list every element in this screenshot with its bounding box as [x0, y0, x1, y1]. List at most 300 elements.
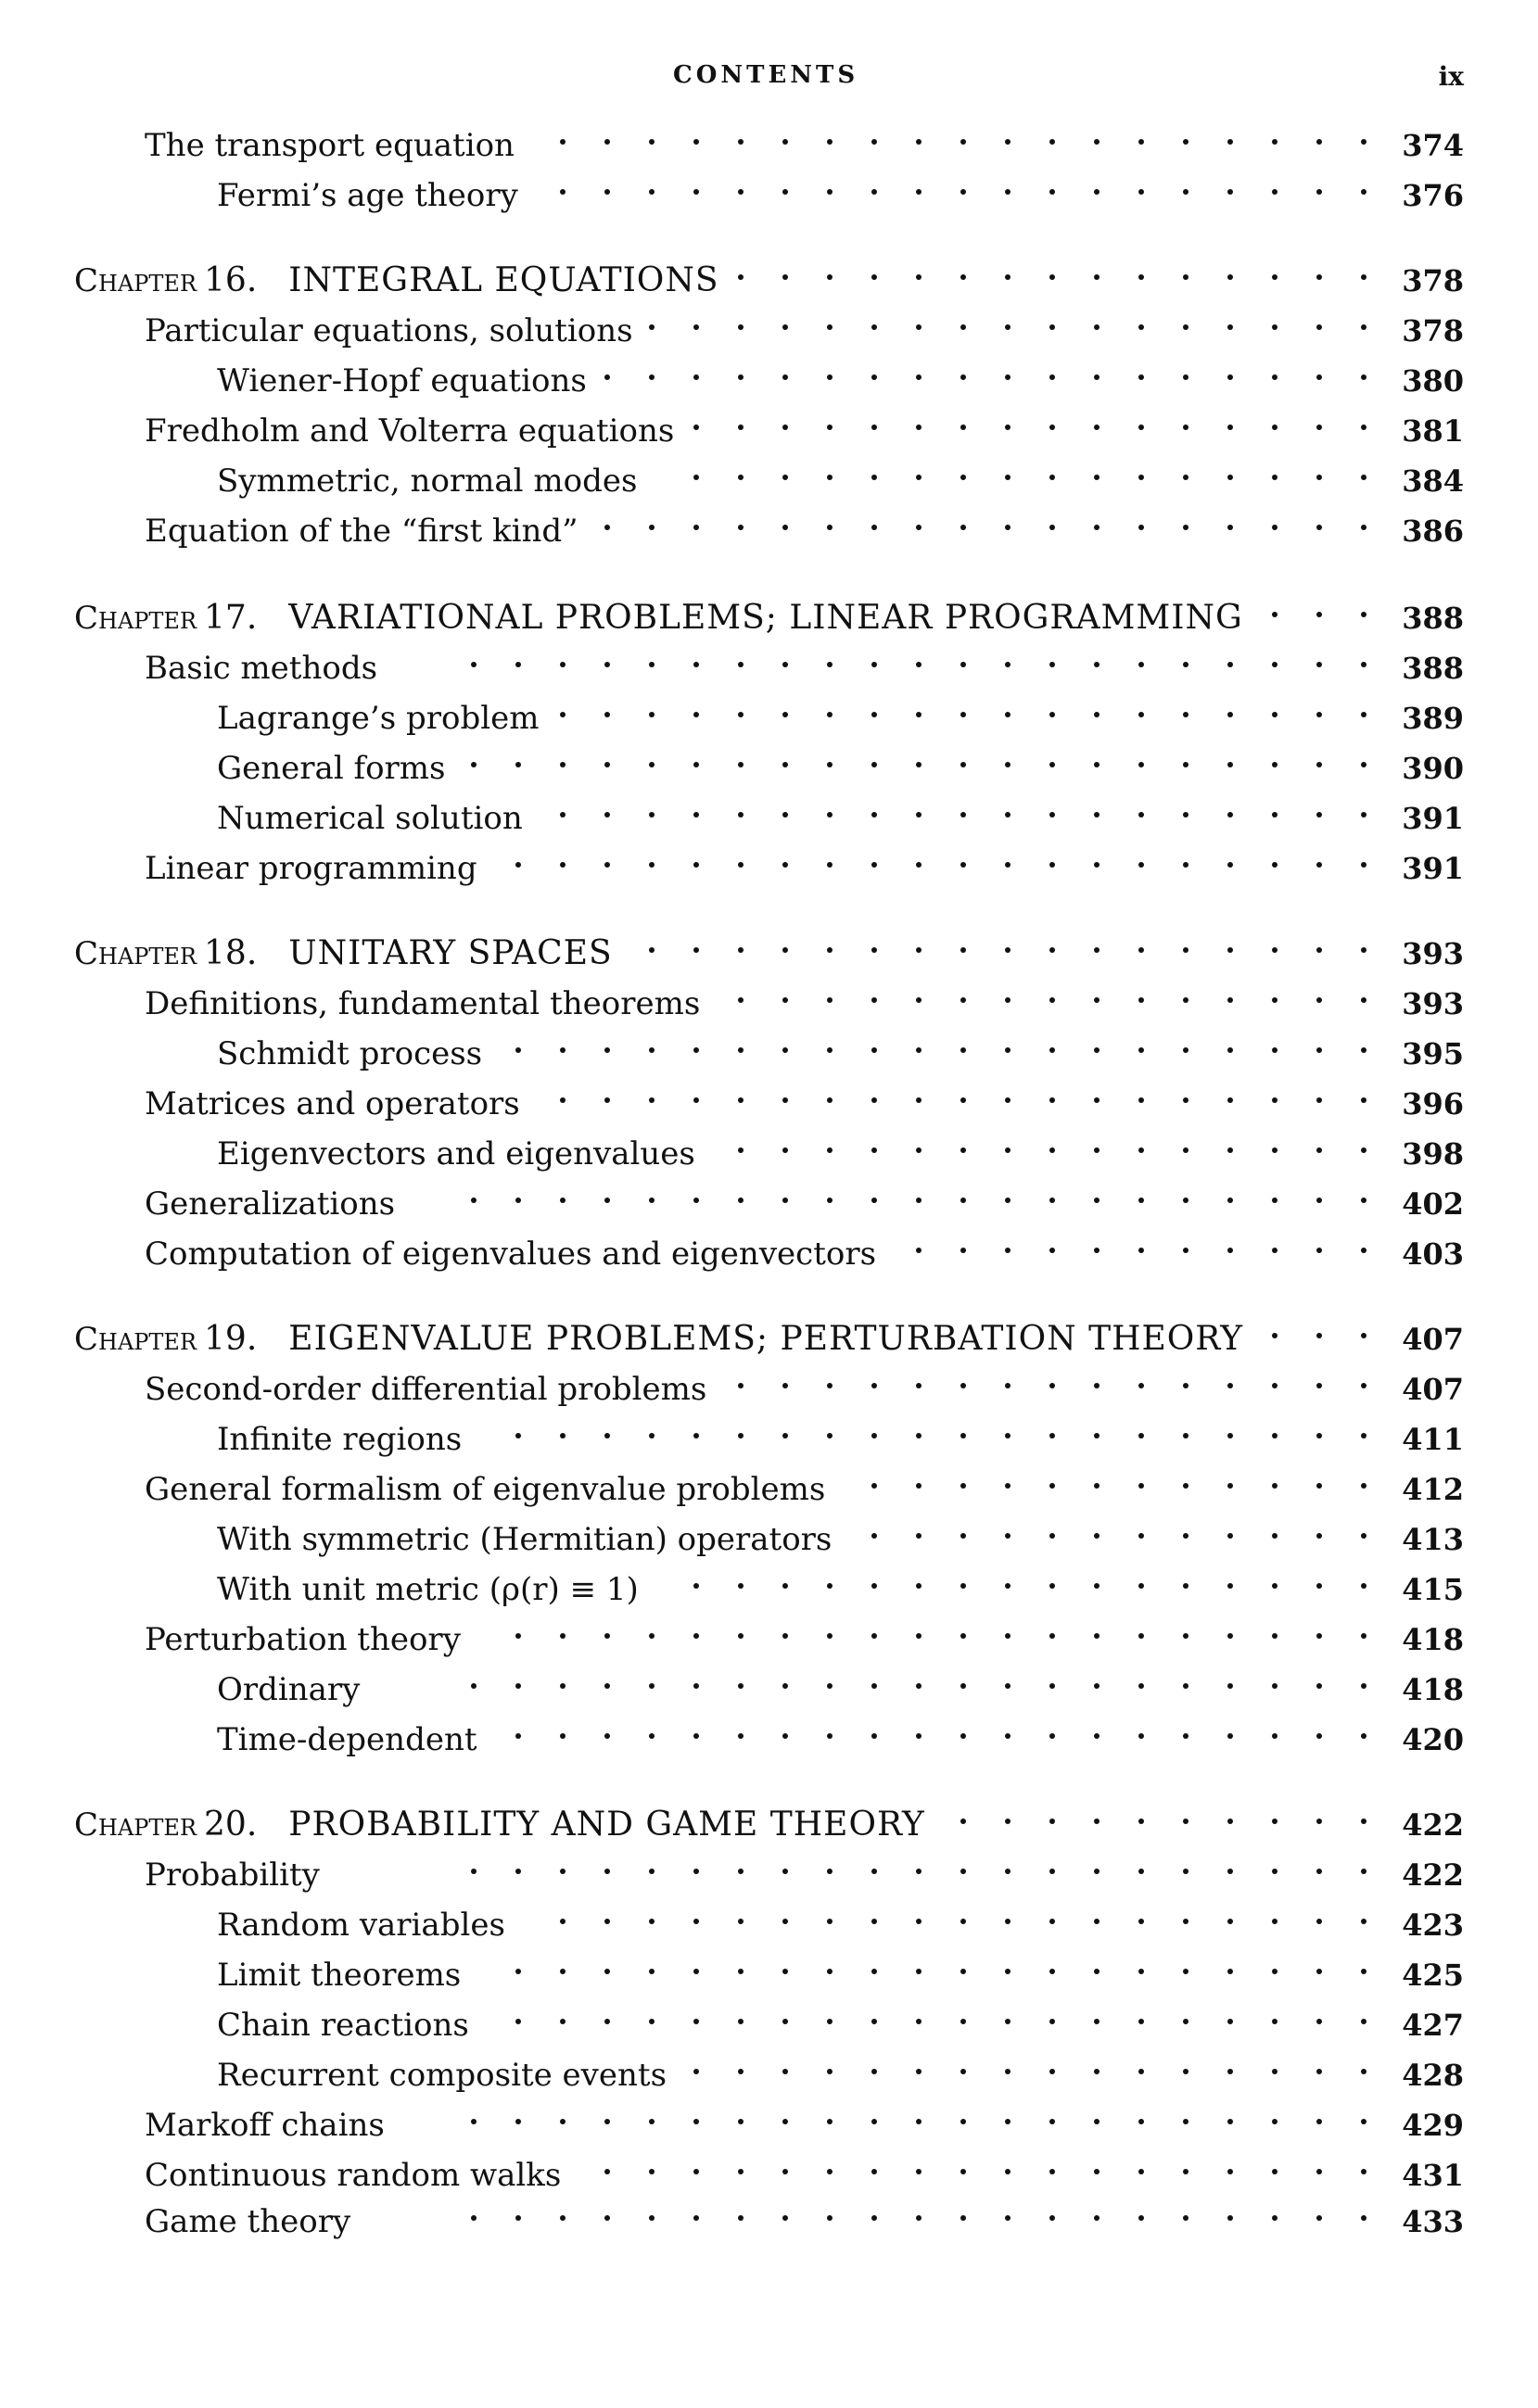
- leader-dot: [1316, 1483, 1322, 1489]
- leader-dot: [693, 1047, 699, 1053]
- leader-dot: [1316, 1198, 1322, 1203]
- leader-dot: [1094, 1147, 1099, 1153]
- toc-entry-line[interactable]: [0, 847, 1538, 890]
- leader-dot: [1183, 1583, 1188, 1589]
- leader-dot: [782, 947, 788, 953]
- leader-dot: [916, 1683, 922, 1689]
- leader-dot: [1049, 1097, 1055, 1103]
- toc-chapter-line[interactable]: [0, 1804, 1538, 1846]
- leader-dot: [1272, 2215, 1277, 2221]
- toc-entry-line[interactable]: [0, 982, 1538, 1025]
- leader-dot: [515, 1198, 521, 1203]
- leader-dot: [693, 712, 699, 717]
- toc-entry-line[interactable]: [0, 1183, 1538, 1225]
- toc-entry-line[interactable]: [0, 797, 1538, 840]
- leader-dot: [916, 2069, 922, 2074]
- leader-dot: [1005, 1683, 1011, 1689]
- leader-dot: [1183, 1047, 1188, 1053]
- toc-entry-line[interactable]: [0, 360, 1538, 402]
- entry-title: Infinite regions: [217, 1421, 463, 1458]
- leader-dot: [827, 862, 833, 868]
- leader-dot: [1272, 1633, 1277, 1639]
- leader-dot: [1005, 1969, 1011, 1974]
- leader-dot: [1361, 712, 1366, 717]
- leader-dot: [871, 189, 877, 195]
- entry-page-number: 381: [1402, 413, 1464, 449]
- leader-dot: [1227, 1919, 1233, 1924]
- leader-dot: [916, 1969, 922, 1974]
- toc-chapter-line[interactable]: [0, 1318, 1538, 1361]
- leader-dot: [916, 662, 922, 667]
- leader-dot: [1049, 1047, 1055, 1053]
- leader-dot: [1227, 1633, 1233, 1639]
- leader-dot: [649, 189, 655, 195]
- leader-dot: [827, 2169, 833, 2174]
- leader-dot: [738, 997, 744, 1003]
- leader-dot: [1049, 762, 1055, 767]
- leader-dot: [871, 1383, 877, 1388]
- leader-dot: [1316, 997, 1322, 1003]
- leader-dot: [1316, 139, 1322, 145]
- leader-dot: [738, 1869, 744, 1874]
- leader-dot: [1227, 1819, 1233, 1824]
- leader-dot: [1005, 374, 1011, 380]
- leader-dot: [960, 1969, 966, 1974]
- leader-dot: [782, 189, 788, 195]
- toc-entry-line[interactable]: [0, 647, 1538, 690]
- leader-dot: [827, 189, 833, 195]
- leader-dot: [782, 2169, 788, 2174]
- leader-dot: [1227, 1147, 1233, 1153]
- leader-dot: [871, 374, 877, 380]
- leader-dot: [693, 1583, 699, 1589]
- entry-page-number: 427: [1402, 2008, 1464, 2043]
- leader-dot: [649, 712, 655, 717]
- leader-dot: [916, 2215, 922, 2221]
- entry-page-number: 393: [1402, 986, 1464, 1021]
- leader-dot: [1316, 612, 1322, 617]
- leader-dot: [827, 1047, 833, 1053]
- leader-dot: [916, 997, 922, 1003]
- leader-dot: [1094, 374, 1099, 380]
- leader-dot: [1361, 2119, 1366, 2124]
- leader-dot: [604, 1683, 610, 1689]
- leader-dot: [471, 1683, 477, 1689]
- toc-entry-line[interactable]: [0, 1518, 1538, 1561]
- leader-dot: [1049, 1869, 1055, 1874]
- toc-entry-line[interactable]: [0, 310, 1538, 352]
- toc-entry-line[interactable]: [0, 747, 1538, 790]
- leader-dot: [871, 2169, 877, 2174]
- leader-dot: [960, 1147, 966, 1153]
- leader-dot: [916, 1633, 922, 1639]
- leader-dot: [1183, 1633, 1188, 1639]
- chapter-title: INTEGRAL EQUATIONS: [288, 261, 719, 299]
- leader-dot: [1272, 1198, 1277, 1203]
- toc-entry-line[interactable]: [0, 2054, 1538, 2097]
- leader-dot: [1094, 1433, 1099, 1438]
- leader-dot: [1183, 1969, 1188, 1974]
- toc-entry-line[interactable]: [0, 1954, 1538, 1996]
- leader-dot: [1227, 1483, 1233, 1489]
- leader-dot: [1272, 139, 1277, 145]
- leader-dot: [782, 1097, 788, 1103]
- leader-dot: [1183, 862, 1188, 868]
- leader-dot: [1005, 1383, 1011, 1388]
- entry-title: Continuous random walks: [145, 2157, 562, 2194]
- leader-dot: [1316, 2019, 1322, 2024]
- toc-entry-line[interactable]: [0, 1418, 1538, 1461]
- leader-dot: [1138, 947, 1144, 953]
- leader-dot: [604, 762, 610, 767]
- leader-dot: [1183, 2119, 1188, 2124]
- leader-dot: [1049, 425, 1055, 430]
- leader-dot: [738, 762, 744, 767]
- chapter-title: VARIATIONAL PROBLEMS; LINEAR PROGRAMMING: [288, 599, 1243, 637]
- leader-dot: [560, 1969, 566, 1974]
- leader-dot: [1361, 1583, 1366, 1589]
- leader-dot: [1227, 762, 1233, 767]
- leader-dot: [1316, 947, 1322, 953]
- leader-dot: [916, 2019, 922, 2024]
- leader-dot: [1183, 1383, 1188, 1388]
- leader-dot: [1049, 1533, 1055, 1539]
- entry-page-number: 398: [1402, 1136, 1464, 1172]
- leader-dot: [1138, 1097, 1144, 1103]
- leader-dot: [1049, 324, 1055, 330]
- leader-dot: [1094, 2019, 1099, 2024]
- leader-dot: [560, 1433, 566, 1438]
- entry-page-number: 428: [1402, 2058, 1464, 2093]
- leader-dot: [1138, 862, 1144, 868]
- leader-dot: [515, 1633, 521, 1639]
- entry-title: With unit metric (ρ(r) ≡ 1): [217, 1571, 639, 1608]
- leader-dot: [960, 475, 966, 480]
- leader-dot: [1005, 812, 1011, 817]
- leader-dot: [960, 762, 966, 767]
- leader-dot: [693, 1969, 699, 1974]
- leader-dot: [916, 189, 922, 195]
- leader-dot: [693, 139, 699, 145]
- leader-dot: [827, 662, 833, 667]
- leader-dot: [693, 1733, 699, 1739]
- leader-dot: [827, 425, 833, 430]
- chapter-number: 19.: [204, 1320, 258, 1358]
- leader-dot: [738, 2019, 744, 2024]
- chapter-heading: [74, 1318, 1243, 1361]
- leader-dot: [1094, 1483, 1099, 1489]
- leader-dot: [1361, 2069, 1366, 2074]
- leader-dot: [1049, 1733, 1055, 1739]
- leader-dot: [871, 1097, 877, 1103]
- entry-title: Second-order differential problems: [145, 1371, 707, 1408]
- entry-title: Eigenvectors and eigenvalues: [217, 1135, 695, 1172]
- leader-dot: [1005, 1047, 1011, 1053]
- toc-entry-line[interactable]: [0, 2104, 1538, 2147]
- leader-dot: [738, 475, 744, 480]
- toc-chapter-line[interactable]: [0, 597, 1538, 640]
- leader-dot: [1005, 1919, 1011, 1924]
- leader-dot: [649, 662, 655, 667]
- leader-dot: [1361, 1869, 1366, 1874]
- leader-dot: [1049, 862, 1055, 868]
- toc-entry-line[interactable]: [0, 1133, 1538, 1175]
- chapter-label: Chapter: [74, 262, 197, 299]
- leader-dot: [515, 1047, 521, 1053]
- leader-dot: [1049, 2169, 1055, 2174]
- leader-dot: [916, 1583, 922, 1589]
- chapter-label: Chapter: [74, 600, 197, 637]
- leader-dot: [1272, 862, 1277, 868]
- entry-page-number: 388: [1402, 651, 1464, 686]
- toc-entry-line[interactable]: [0, 174, 1538, 217]
- leader-dot: [1049, 475, 1055, 480]
- toc-entry-line[interactable]: [0, 697, 1538, 740]
- entry-title: Limit theorems: [217, 1957, 462, 1994]
- leader-dot: [1138, 1433, 1144, 1438]
- entry-page-number: 420: [1402, 1722, 1464, 1757]
- leader-dot: [1183, 1483, 1188, 1489]
- leader-dot: [1094, 662, 1099, 667]
- leader-dot: [1361, 1733, 1366, 1739]
- leader-dot: [1049, 2069, 1055, 2074]
- leader-dot: [1183, 425, 1188, 430]
- leader-dot: [738, 1583, 744, 1589]
- leader-dot: [782, 475, 788, 480]
- leader-dot: [782, 1047, 788, 1053]
- toc-entry-line[interactable]: [0, 1033, 1538, 1075]
- entry-title: Definitions, fundamental theorems: [145, 985, 701, 1022]
- leader-dot: [1227, 374, 1233, 380]
- toc-entry-line[interactable]: [0, 1618, 1538, 1661]
- leader-dot: [916, 2169, 922, 2174]
- leader-dot: [960, 189, 966, 195]
- leader-dot: [515, 2019, 521, 2024]
- leader-dot: [1049, 2119, 1055, 2124]
- leader-dot: [1361, 1819, 1366, 1824]
- leader-dot: [916, 324, 922, 330]
- leader-dot: [960, 425, 966, 430]
- leader-dot: [1316, 1683, 1322, 1689]
- leader-dot: [1138, 274, 1144, 280]
- toc-entry-line[interactable]: [0, 460, 1538, 502]
- toc-entry-line[interactable]: [0, 1568, 1538, 1611]
- leader-dot: [1361, 762, 1366, 767]
- leader-dot: [827, 812, 833, 817]
- entry-page-number: 390: [1402, 751, 1464, 786]
- leader-dot: [1361, 425, 1366, 430]
- leader-dot: [649, 762, 655, 767]
- leader-dot: [1005, 1433, 1011, 1438]
- toc-entry-line[interactable]: [0, 1468, 1538, 1511]
- leader-dot: [1138, 1533, 1144, 1539]
- entry-title: Lagrange’s problem: [217, 700, 540, 737]
- leader-dot: [1227, 1097, 1233, 1103]
- toc-entry-line[interactable]: [0, 410, 1538, 452]
- toc-entry-line[interactable]: [0, 510, 1538, 552]
- leader-dot: [1272, 374, 1277, 380]
- leader-dot: [1361, 862, 1366, 868]
- leader-dot: [604, 139, 610, 145]
- leader-dot: [1316, 2215, 1322, 2221]
- chapter-heading: [74, 1804, 925, 1846]
- chapter-label: Chapter: [74, 1321, 197, 1358]
- leader-dot: [827, 2019, 833, 2024]
- leader-dot: [1138, 662, 1144, 667]
- entry-page-number: 389: [1402, 701, 1464, 736]
- leader-dot: [1272, 1383, 1277, 1388]
- leader-dot: [827, 374, 833, 380]
- leader-dot: [1094, 1683, 1099, 1689]
- toc-entry-line[interactable]: [0, 2154, 1538, 2197]
- leader-dot: [1361, 189, 1366, 195]
- leader-dot: [1227, 712, 1233, 717]
- leader-dot: [871, 947, 877, 953]
- leader-dot: [560, 1633, 566, 1639]
- leader-dot: [1361, 1919, 1366, 1924]
- toc-entry-line[interactable]: [0, 1718, 1538, 1761]
- leader-dot: [1361, 1047, 1366, 1053]
- leader-dot: [693, 1198, 699, 1203]
- chapter-number: 20.: [204, 1806, 258, 1844]
- leader-dot: [560, 1047, 566, 1053]
- leader-dot: [782, 525, 788, 530]
- leader-dot: [1316, 324, 1322, 330]
- leader-dot: [1361, 324, 1366, 330]
- toc-chapter-line[interactable]: [0, 932, 1538, 975]
- leader-dot: [1005, 274, 1011, 280]
- leader-dot: [1094, 1198, 1099, 1203]
- leader-dot: [871, 2019, 877, 2024]
- leader-dot: [1361, 1633, 1366, 1639]
- leader-dot: [1272, 947, 1277, 953]
- leader-dot: [1183, 947, 1188, 953]
- leader-dot: [871, 862, 877, 868]
- leader-dot: [916, 1198, 922, 1203]
- leader-dot: [1272, 1333, 1277, 1338]
- leader-dot: [738, 1147, 744, 1153]
- leader-dot: [1005, 1819, 1011, 1824]
- entry-page-number: 384: [1402, 463, 1464, 499]
- leader-dot: [960, 2215, 966, 2221]
- leader-dot: [1227, 2169, 1233, 2174]
- entry-title: Equation of the “first kind”: [145, 513, 578, 550]
- leader-dot: [827, 1147, 833, 1153]
- leader-dot: [1272, 1819, 1277, 1824]
- leader-dot: [960, 1383, 966, 1388]
- toc-chapter-line[interactable]: [0, 260, 1538, 302]
- leader-dot: [1227, 1869, 1233, 1874]
- leader-dot: [960, 812, 966, 817]
- toc-entry-line[interactable]: [0, 1368, 1538, 1411]
- entry-title: Fredholm and Volterra equations: [145, 412, 675, 450]
- entry-title: Recurrent composite events: [217, 2057, 667, 2094]
- toc-entry-line[interactable]: [0, 1904, 1538, 1946]
- chapter-label: Chapter: [74, 935, 197, 972]
- leader-dot: [960, 712, 966, 717]
- leader-dot: [1049, 1433, 1055, 1438]
- leader-dot: [1138, 1383, 1144, 1388]
- toc-entry-line[interactable]: [0, 2004, 1538, 2047]
- leader-dot: [738, 1633, 744, 1639]
- leader-dot: [738, 139, 744, 145]
- toc-entry-line[interactable]: [0, 1668, 1538, 1711]
- leader-dot: [782, 1969, 788, 1974]
- toc-entry-line[interactable]: [0, 124, 1538, 167]
- leader-dot: [916, 1483, 922, 1489]
- toc-entry-line[interactable]: [0, 1083, 1538, 1125]
- leader-dot: [1094, 1969, 1099, 1974]
- leader-dot: [1049, 2215, 1055, 2221]
- leader-dot: [693, 475, 699, 480]
- leader-dot: [1183, 2215, 1188, 2221]
- leader-dot: [827, 1198, 833, 1203]
- entry-page-number: 407: [1402, 1372, 1464, 1407]
- leader-dot: [782, 712, 788, 717]
- entry-title: Linear programming: [145, 850, 477, 887]
- leader-dot: [1227, 812, 1233, 817]
- leader-dot: [604, 2119, 610, 2124]
- leader-dot: [871, 662, 877, 667]
- leader-dot: [782, 324, 788, 330]
- page-number: ix: [1438, 61, 1464, 92]
- entry-title: Generalizations: [145, 1185, 396, 1223]
- leader-dot: [871, 1583, 877, 1589]
- leader-dot: [1316, 1047, 1322, 1053]
- leader-dot: [560, 1919, 566, 1924]
- chapter-heading: [74, 932, 613, 975]
- leader-dot: [649, 862, 655, 868]
- toc-entry-line[interactable]: [0, 1854, 1538, 1896]
- leader-dot: [1094, 812, 1099, 817]
- leader-dot: [649, 2215, 655, 2221]
- leader-dot: [871, 475, 877, 480]
- toc-entry-line[interactable]: [0, 1233, 1538, 1275]
- leader-dot: [738, 1097, 744, 1103]
- leader-dot: [1049, 2019, 1055, 2024]
- leader-dot: [738, 1383, 744, 1388]
- leader-dot: [1272, 1683, 1277, 1689]
- leader-dot: [693, 1869, 699, 1874]
- leader-dot: [871, 525, 877, 530]
- leader-dot: [827, 274, 833, 280]
- leader-dot: [1049, 1147, 1055, 1153]
- leader-dot: [649, 1433, 655, 1438]
- leader-dot: [1272, 1147, 1277, 1153]
- leader-dot: [1049, 712, 1055, 717]
- entry-page-number: 422: [1402, 1807, 1464, 1843]
- leader-dot: [1094, 274, 1099, 280]
- leader-dot: [1272, 2119, 1277, 2124]
- leader-dot: [1272, 2169, 1277, 2174]
- leader-dot: [604, 1433, 610, 1438]
- leader-dot: [1049, 1819, 1055, 1824]
- leader-dot: [1361, 1683, 1366, 1689]
- leader-dot: [871, 2119, 877, 2124]
- leader-dot: [1316, 1583, 1322, 1589]
- leader-dot: [738, 1969, 744, 1974]
- toc-entry-line[interactable]: [0, 2200, 1538, 2243]
- leader-dot: [960, 947, 966, 953]
- entry-page-number: 425: [1402, 1958, 1464, 1993]
- leader-dot: [738, 274, 744, 280]
- leader-dot: [738, 324, 744, 330]
- leader-dot: [1272, 1483, 1277, 1489]
- entry-title: Particular equations, solutions: [145, 312, 633, 349]
- leader-dot: [1316, 662, 1322, 667]
- leader-dot: [1005, 2119, 1011, 2124]
- leader-dot: [1361, 1969, 1366, 1974]
